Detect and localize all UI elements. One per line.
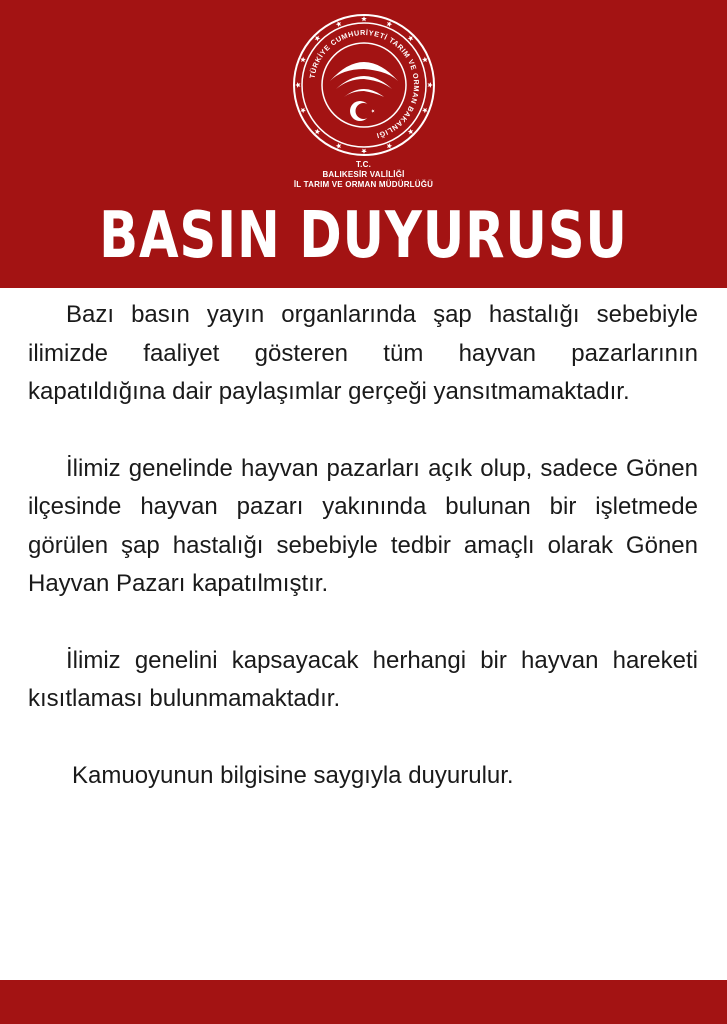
seal-star-icon: [300, 57, 306, 63]
seal-star-icon: [408, 129, 414, 135]
seal-star-icon: [422, 108, 428, 114]
seal-star-icon: [315, 129, 321, 135]
seal-star-icon: [422, 57, 428, 63]
org-prefix: T.C.: [355, 160, 372, 169]
seal-star-icon: [361, 16, 367, 21]
seal-ring-text: TÜRKİYE CUMHURİYETİ TARIM VE ORMAN BAKANLIĞI: [307, 27, 422, 141]
seal-star-icon: [387, 21, 393, 27]
seal-star-icon: [408, 36, 414, 42]
announcement-body: [28, 296, 698, 795]
seal-star-icon: [300, 108, 306, 114]
seal-star-icon: [336, 21, 342, 27]
org-governorship: BALIKESİR VALİLİĞİ: [322, 170, 405, 179]
paragraph-1: Bazı basın yayın organlarında şap hastalığı sebebiyle ilimizde faaliyet gösteren tüm hayvan pazarlarının kapatıldığına dair paylaşımlar gerçeği yansıtmamaktadır.: [28, 301, 698, 405]
page-title: BASIN DUYURUSU: [99, 199, 628, 273]
seal-star-icon: [428, 82, 433, 88]
paragraph-3: İlimiz genelini kapsayacak herhangi bir hayvan hareketi kısıtlaması bulunmamaktadır.: [28, 646, 698, 712]
closing-line: Kamuoyunun bilgisine saygıyla duyurulur.: [72, 761, 514, 789]
ministry-seal-icon: [292, 13, 436, 157]
seal-star-icon: [315, 36, 321, 42]
org-directorate: İL TARIM VE ORMAN MÜDÜRLÜĞÜ: [293, 180, 434, 189]
seal-star-icon: [387, 143, 393, 149]
seal-star-icon: [336, 143, 342, 149]
seal-star-icon: [295, 82, 300, 88]
header-banner: [0, 0, 727, 288]
paragraph-2: İlimiz genelinde hayvan pazarları açık olup, sadece Gönen ilçesinde hayvan pazarı yakınında bulunan bir işletmede görülen şap hastalığı sebebiyle tedbir amaçlı olarak Gönen Hayvan Pazarı kapatılmıştır.: [28, 454, 698, 597]
seal-star-icon: [361, 149, 367, 154]
footer-bar: [0, 980, 727, 1024]
svg-text:TÜRKİYE CUMHURİYETİ TARIM VE O: [307, 28, 421, 140]
